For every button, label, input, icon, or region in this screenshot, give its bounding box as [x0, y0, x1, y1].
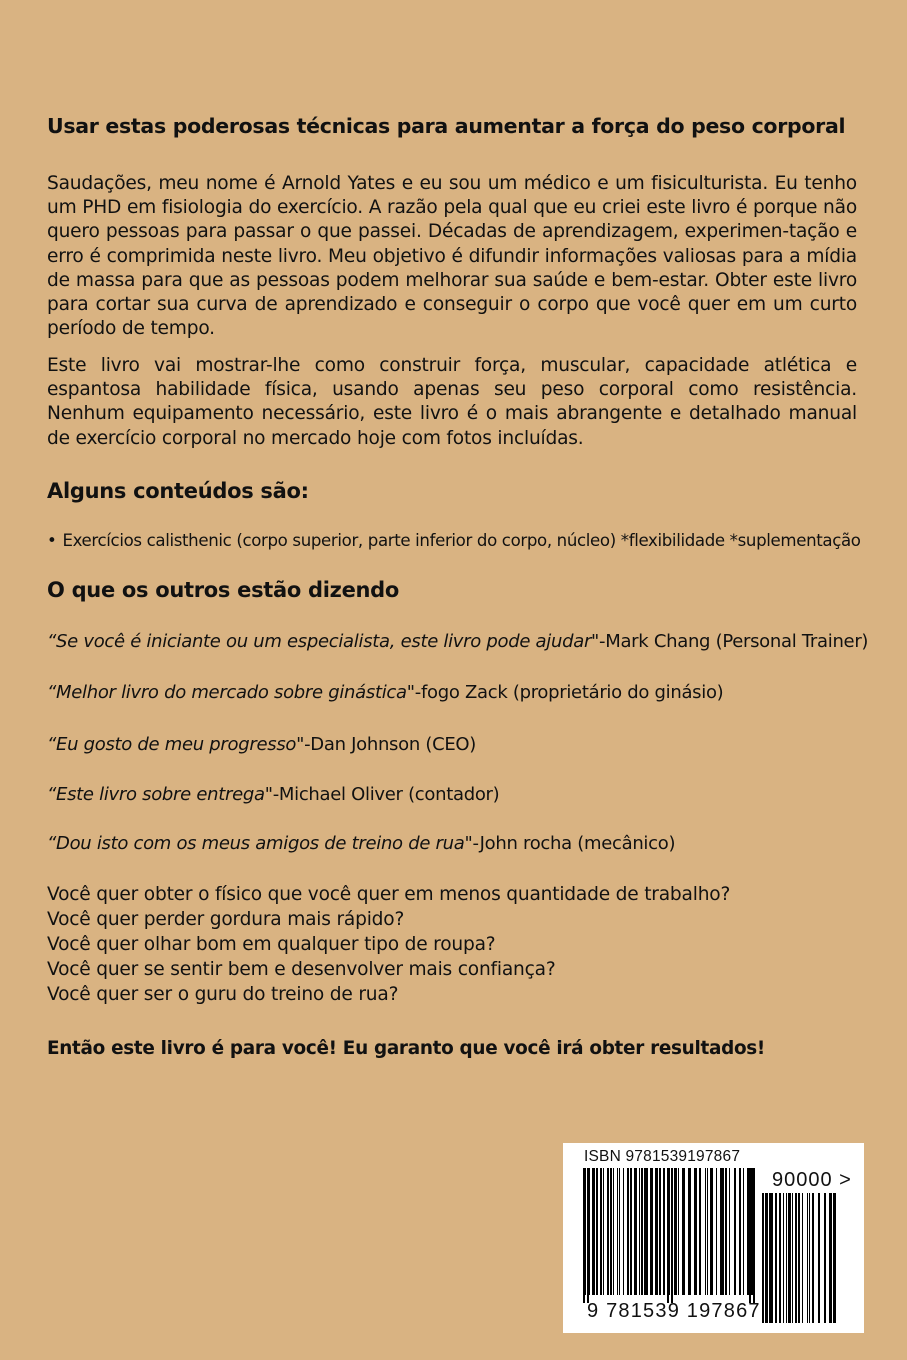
testimonial-quote: “Dou isto com os meus amigos de treino de rua" [47, 833, 473, 854]
testimonial-author: -Dan Johnson (CEO) [304, 734, 477, 755]
testimonial-quote: “Este livro sobre entrega" [47, 784, 273, 805]
description-paragraph: Este livro vai mostrar-lhe como construir força, muscular, capacidade atlética e espantosa habilidade física, usando apenas seu peso corporal como resistência. Nenhum equipamento necessário, este livro é o mais abrangente e detalhado manual de exercício corporal no mercado hoje com fotos incluídas. [47, 355, 857, 449]
testimonial [47, 631, 868, 652]
question-line: Você quer se sentir bem e desenvolver mais confiança? [47, 959, 556, 980]
testimonial-author: -Michael Oliver (contador) [272, 784, 500, 805]
closing-statement: Então este livro é para você! Eu garanto que você irá obter resultados! [47, 1038, 766, 1059]
question-line: Você quer obter o físico que você quer em menos quantidade de trabalho? [47, 884, 731, 905]
testimonials-heading: O que os outros estão dizendo [47, 578, 400, 602]
bullet-text: Exercícios calisthenic (corpo superior, parte inferior do corpo, núcleo) *flexibilidade *suplementação [62, 531, 861, 550]
question-line: Você quer ser o guru do treino de rua? [47, 984, 399, 1005]
cover-heading: Usar estas poderosas técnicas para aumentar a força do peso corporal [47, 114, 846, 138]
isbn-barcode [563, 1143, 864, 1333]
testimonial [47, 784, 499, 805]
questions-list [47, 882, 730, 1007]
testimonial [47, 833, 675, 854]
contents-bullet [47, 531, 861, 550]
testimonial-author: -John rocha (mecânico) [472, 833, 676, 854]
question-line: Você quer perder gordura mais rápido? [47, 909, 405, 930]
intro-paragraph: Saudações, meu nome é Arnold Yates e eu sou um médico e um fisiculturista. Eu tenho um PHD em fisiologia do exercício. A razão pela qual que eu criei este livro é porque não quero pessoas para passar o que passei. Décadas de aprendizagem, experimen-tação e erro é comprimida neste livro. Meu objetivo é difundir informações valiosas para a mídia de massa para que as pessoas podem melhorar sua saúde e bem-estar. Obter este livro para cortar sua curva de aprendizado e conseguir o corpo que você quer em um curto período de tempo. [47, 173, 857, 340]
contents-heading: Alguns conteúdos são: [47, 479, 309, 503]
isbn-label: ISBN 9781539197867 [584, 1148, 741, 1165]
testimonial [47, 734, 476, 755]
testimonial-author: -Mark Chang (Personal Trainer) [599, 631, 869, 652]
testimonial-quote: “Se você é iniciante ou um especialista, este livro pode ajudar" [47, 631, 600, 652]
testimonial-author: -fogo Zack (proprietário do ginásio) [414, 682, 724, 703]
ean-digits: 9 781539 197867 [587, 1300, 761, 1322]
question-line: Você quer olhar bom em qualquer tipo de roupa? [47, 934, 496, 955]
price-code: 90000 > [772, 1169, 852, 1191]
testimonial-quote: “Eu gosto de meu progresso" [47, 734, 305, 755]
testimonial [47, 682, 723, 703]
testimonial-quote: “Melhor livro do mercado sobre ginástica" [47, 682, 415, 703]
bullet-icon: • [47, 531, 57, 550]
